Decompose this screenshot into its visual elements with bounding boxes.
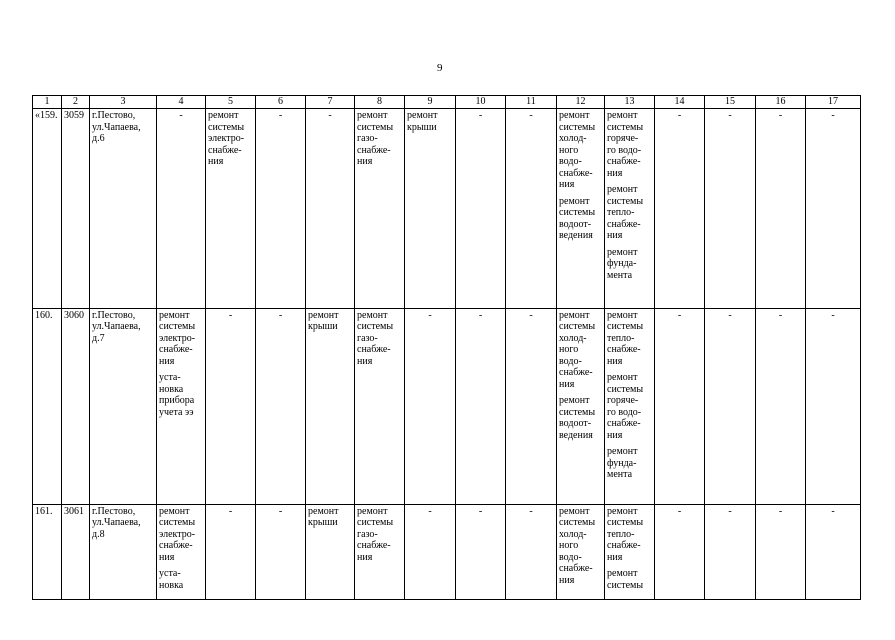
row-number-cell-text: 161. <box>35 505 53 517</box>
work-entry: ремонт системы холод- ного водо- снабже- ния <box>559 309 596 390</box>
work-entry: - <box>278 309 283 321</box>
work-entry: ремонт системы газо- снабже- ния <box>357 309 394 367</box>
work-cell-col17 <box>806 308 861 504</box>
work-cell-col5 <box>206 504 256 599</box>
address-cell <box>90 308 157 504</box>
work-entry: ремонт системы электро- снабже- ния <box>208 110 245 167</box>
work-entry: - <box>428 505 432 517</box>
work-cell-col14 <box>655 504 705 599</box>
work-entry: ремонт системы электро- снабже- ния <box>159 309 196 367</box>
work-entry: - <box>529 110 533 121</box>
work-entry: ремонт системы <box>607 568 644 591</box>
work-entry: ремонт системы горяче- го водо- снабже- ния <box>607 372 644 441</box>
header-cell: 17 <box>806 96 861 109</box>
work-cell-col15 <box>705 109 756 309</box>
table-row <box>33 504 861 599</box>
work-entry: - <box>831 505 835 517</box>
work-cell-col4 <box>157 109 206 309</box>
work-entry: - <box>478 309 483 321</box>
work-cell-col12 <box>557 109 605 309</box>
work-cell-col9 <box>405 308 456 504</box>
work-cell-col10 <box>456 504 506 599</box>
work-entry: - <box>478 110 483 121</box>
header-cell: 2 <box>62 96 90 109</box>
work-entry: ремонт системы горяче- го водо- снабже- ния <box>607 110 644 179</box>
work-entry: - <box>179 110 183 121</box>
header-cell: 16 <box>756 96 806 109</box>
work-cell-col7 <box>306 504 355 599</box>
header-cell: 1 <box>33 96 62 109</box>
work-entry: - <box>529 309 533 321</box>
address-cell <box>90 504 157 599</box>
work-cell-col4 <box>157 308 206 504</box>
header-cell: 15 <box>705 96 756 109</box>
work-cell-col11 <box>506 308 557 504</box>
row-code-cell <box>62 308 90 504</box>
header-cell: 14 <box>655 96 705 109</box>
work-entry: - <box>328 110 332 121</box>
work-entry: ремонт фунда- мента <box>607 246 638 281</box>
work-cell-col16 <box>756 109 806 309</box>
work-entry: - <box>677 309 682 321</box>
work-entry: - <box>228 309 233 321</box>
work-entry: ремонт крыши <box>407 110 438 133</box>
work-entry: - <box>428 309 432 321</box>
work-cell-col10 <box>456 308 506 504</box>
work-cell-col5 <box>206 308 256 504</box>
row-number-cell <box>33 109 62 309</box>
work-cell-col15 <box>705 308 756 504</box>
work-cell-col8 <box>355 504 405 599</box>
work-cell-col11 <box>506 109 557 309</box>
work-cell-col14 <box>655 308 705 504</box>
work-entry: ремонт системы водоот- ведения <box>559 395 596 441</box>
work-entry: - <box>228 505 233 517</box>
row-number-cell <box>33 504 62 599</box>
work-entry: - <box>778 110 783 121</box>
work-cell-col12 <box>557 308 605 504</box>
header-cell: 9 <box>405 96 456 109</box>
header-row <box>33 96 861 109</box>
work-entry: - <box>728 309 732 321</box>
work-cell-col8 <box>355 109 405 309</box>
row-code-cell-text: 3061 <box>64 505 84 517</box>
table-body <box>33 109 861 600</box>
work-cell-col9 <box>405 109 456 309</box>
address-cell-text: г.Пестово, ул.Чапаева, д.8 <box>92 505 141 540</box>
work-entry: ремонт системы тепло- снабже- ния <box>607 309 644 367</box>
work-entry: ремонт системы холод- ного водо- снабже- ния <box>559 505 596 586</box>
work-cell-col4 <box>157 504 206 599</box>
address-cell-text: г.Пестово, ул.Чапаева, д.6 <box>92 110 141 144</box>
header-cell: 4 <box>157 96 206 109</box>
work-entry: ремонт крыши <box>308 309 339 333</box>
work-entry: ремонт системы тепло- снабже- ния <box>607 184 644 241</box>
work-entry: - <box>728 505 732 517</box>
work-cell-col13 <box>605 308 655 504</box>
row-number-cell <box>33 308 62 504</box>
work-cell-col7 <box>306 109 355 309</box>
page-number: 9 <box>437 62 443 74</box>
work-entry: - <box>278 110 283 121</box>
header-cell: 5 <box>206 96 256 109</box>
work-cell-col15 <box>705 504 756 599</box>
work-entry: ремонт системы водоот- ведения <box>559 195 596 241</box>
work-cell-col13 <box>605 109 655 309</box>
work-entry: ремонт системы холод- ного водо- снабже- ния <box>559 110 596 190</box>
work-cell-col17 <box>806 109 861 309</box>
work-entry: - <box>478 505 483 517</box>
row-code-cell-text: 3060 <box>64 309 84 321</box>
work-entry: ремонт системы газо- снабже- ния <box>357 110 394 167</box>
work-cell-col5 <box>206 109 256 309</box>
table-row <box>33 308 861 504</box>
address-cell <box>90 109 157 309</box>
work-entry: - <box>529 505 533 517</box>
work-entry: - <box>677 505 682 517</box>
work-entry: - <box>778 309 783 321</box>
work-cell-col7 <box>306 308 355 504</box>
work-entry: - <box>677 110 682 121</box>
row-code-cell <box>62 109 90 309</box>
address-cell-text: г.Пестово, ул.Чапаева, д.7 <box>92 309 141 344</box>
row-code-cell-text: 3059 <box>64 110 84 121</box>
work-cell-col10 <box>456 109 506 309</box>
work-cell-col12 <box>557 504 605 599</box>
row-number-cell-text: «159. <box>35 110 58 121</box>
work-cell-col11 <box>506 504 557 599</box>
work-entry: - <box>278 505 283 517</box>
work-entry: - <box>831 110 835 121</box>
work-cell-col16 <box>756 504 806 599</box>
work-cell-col8 <box>355 308 405 504</box>
work-cell-col14 <box>655 109 705 309</box>
work-entry: ремонт фунда- мента <box>607 446 638 481</box>
row-code-cell <box>62 504 90 599</box>
work-entry: - <box>778 505 783 517</box>
work-cell-col16 <box>756 308 806 504</box>
work-cell-col6 <box>256 504 306 599</box>
table-row <box>33 109 861 309</box>
work-entry: - <box>728 110 732 121</box>
work-entry: уста- новка <box>159 568 184 591</box>
repair-schedule-table <box>32 95 861 600</box>
header-cell: 7 <box>306 96 355 109</box>
row-number-cell-text: 160. <box>35 309 53 321</box>
header-cell: 3 <box>90 96 157 109</box>
work-cell-col17 <box>806 504 861 599</box>
work-entry: ремонт крыши <box>308 505 339 529</box>
work-cell-col9 <box>405 504 456 599</box>
work-cell-col6 <box>256 308 306 504</box>
header-cell: 12 <box>557 96 605 109</box>
work-cell-col6 <box>256 109 306 309</box>
work-entry: - <box>831 309 835 321</box>
work-entry: ремонт системы тепло- снабже- ния <box>607 505 644 563</box>
work-entry: уста- новка прибора учета ээ <box>159 372 195 418</box>
work-entry: ремонт системы электро- снабже- ния <box>159 505 196 563</box>
work-cell-col13 <box>605 504 655 599</box>
header-cell: 6 <box>256 96 306 109</box>
work-entry: ремонт системы газо- снабже- ния <box>357 505 394 563</box>
header-cell: 11 <box>506 96 557 109</box>
header-cell: 13 <box>605 96 655 109</box>
header-cell: 10 <box>456 96 506 109</box>
header-cell: 8 <box>355 96 405 109</box>
